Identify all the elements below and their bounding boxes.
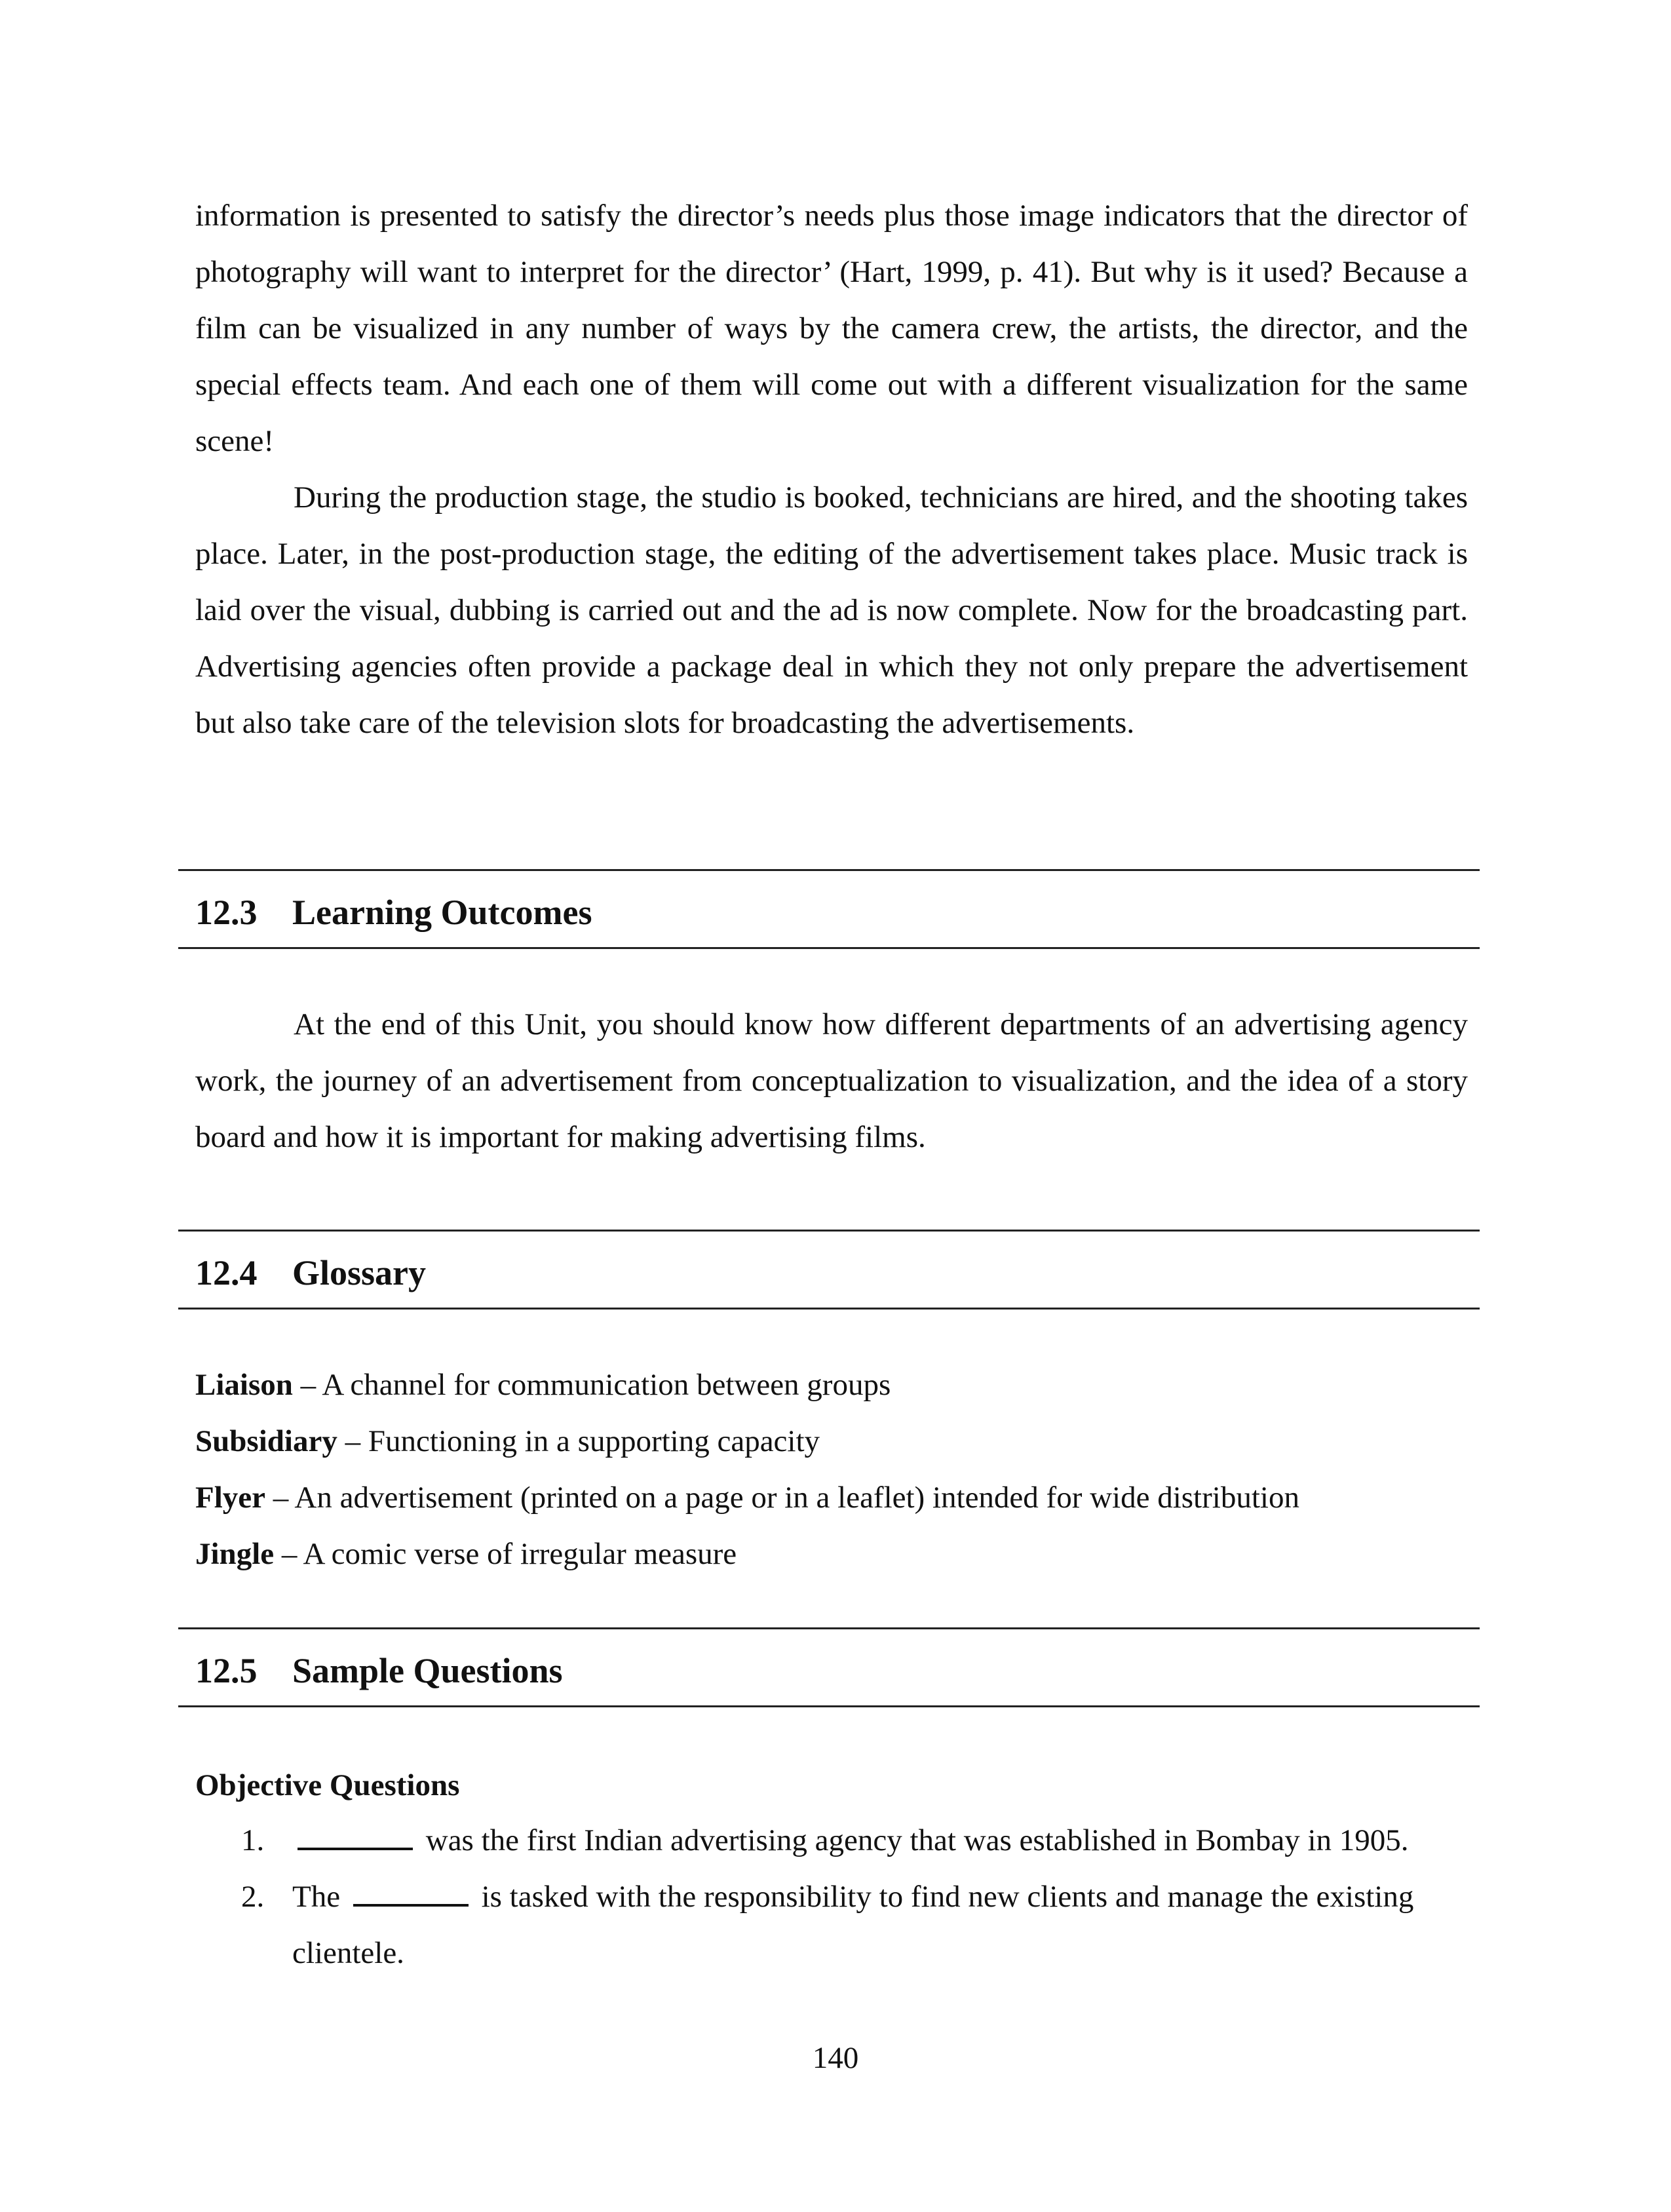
question-item (195, 1812, 1468, 1869)
glossary-term: Liaison (195, 1368, 293, 1402)
question-text-after: was the first Indian advertising agency that was established in Bombay in 1905. (418, 1823, 1409, 1857)
section-rule-bottom (178, 1705, 1480, 1707)
section-rule-top (178, 1230, 1480, 1232)
section-heading-learning-outcomes (195, 893, 592, 932)
glossary-definition: – An advertisement (printed on a page or in a leaflet) intended for wide distribution (265, 1481, 1299, 1515)
glossary-definition: – A channel for communication between groups (292, 1368, 891, 1402)
glossary-item (195, 1413, 1299, 1469)
intro-paragraph-1: information is presented to satisfy the director’s needs plus those image indicators that the director of photography will want to interpret for the director’ (Hart, 1999, p. 41). But why is it used? Because a film can be visualized in any number of ways by the camera crew, the artists, the director, and the special effects team. And each one of them will come out with a different visualization for the same scene! (195, 199, 1468, 458)
learning-outcomes-paragraph: At the end of this Unit, you should know how different departments of an advertising agency work, the journey of an advertisement from conceptualization to visualization, and the idea of a story board and how it is important for making advertising films. (195, 1007, 1468, 1154)
glossary-term: Flyer (195, 1481, 265, 1515)
section-number: 12.4 (195, 1253, 258, 1292)
glossary-term: Jingle (195, 1537, 275, 1571)
question-number: 1. (241, 1823, 265, 1857)
section-title: Learning Outcomes (292, 893, 592, 932)
answer-blank[interactable] (298, 1821, 413, 1850)
section-heading-glossary (195, 1253, 426, 1292)
glossary-item (195, 1357, 1299, 1413)
answer-blank[interactable] (353, 1878, 469, 1907)
section-title: Sample Questions (292, 1651, 563, 1690)
section-number: 12.5 (195, 1651, 258, 1690)
objective-questions-heading: Objective Questions (195, 1768, 460, 1802)
section-number: 12.3 (195, 893, 258, 932)
section-rule-top (178, 1627, 1480, 1629)
glossary-item (195, 1526, 1299, 1582)
question-number: 2. (241, 1880, 265, 1914)
section-title: Glossary (292, 1253, 427, 1292)
glossary-definition: – A comic verse of irregular measure (274, 1537, 737, 1571)
question-item (195, 1869, 1468, 1981)
page-number: 140 (812, 2041, 859, 2075)
intro-paragraph-2: During the production stage, the studio is booked, technicians are hired, and the shooting takes place. Later, in the post-production stage, the editing of the advertisement takes place. Music track is laid over the visual, dubbing is carried out and the ad is now complete. Now for the broadcasting part. Advertising agencies often provide a package deal in which they not only prepare the advertisement but also take care of the television slots for broadcasting the advertisements. (195, 480, 1468, 740)
glossary-definition: – Functioning in a supporting capacity (337, 1424, 820, 1458)
section-heading-sample-questions (195, 1651, 563, 1690)
question-text-after: is tasked with the responsibility to find new clients and manage the existing clientele. (292, 1880, 1414, 1970)
section-rule-bottom (178, 947, 1480, 949)
section-rule-top (178, 869, 1480, 871)
glossary-list (195, 1357, 1299, 1582)
section-rule-bottom (178, 1308, 1480, 1310)
glossary-term: Subsidiary (195, 1424, 337, 1458)
objective-questions-list (195, 1812, 1468, 1981)
question-text-before: The (292, 1880, 348, 1914)
glossary-item (195, 1469, 1299, 1526)
